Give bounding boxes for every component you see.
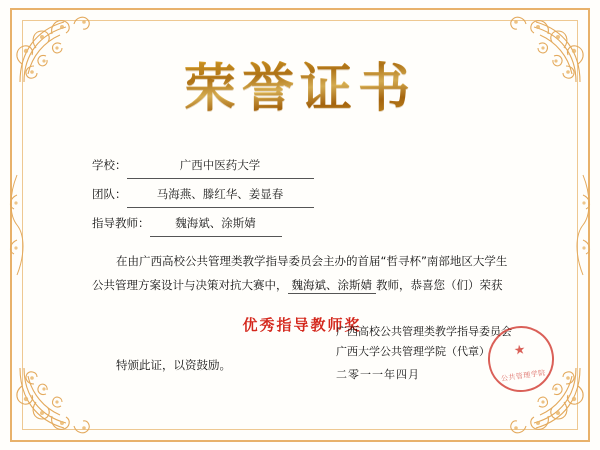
field-advisor-label: 指导教师：	[92, 215, 150, 230]
page-title: 荣誉证书	[184, 46, 416, 121]
paragraph-text-part2: 教师，恭喜您（们）荣获	[376, 277, 503, 292]
field-school-label: 学校：	[92, 158, 127, 172]
certificate-paragraph	[92, 249, 512, 297]
field-school-value: 广西中医药大学	[127, 155, 314, 179]
certificate-title-area	[0, 46, 600, 121]
field-team-value: 马海燕、滕红华、姜显春	[127, 184, 314, 208]
seal-star-icon: ★	[513, 342, 527, 359]
award-name: 优秀指导教师奖	[242, 315, 362, 334]
field-advisor-value: 魏海斌、涂斯婧	[150, 213, 282, 237]
field-team	[92, 184, 512, 208]
signature-date: 二零一一年四月	[336, 367, 420, 381]
closing-statement: 特颁此证，以资鼓励。	[116, 358, 231, 373]
signature-org-school: 广西大学公共管理学院（代章）	[336, 345, 490, 359]
field-advisor	[92, 213, 512, 237]
signature-org-committee: 广西高校公共管理类教学指导委员会	[336, 325, 512, 338]
seal-text: 公共管理学院	[500, 368, 547, 383]
signature-block	[336, 322, 512, 385]
paragraph-teacher-names: 魏海斌、涂斯婧	[288, 278, 377, 294]
field-team-label: 团队：	[92, 186, 127, 201]
paragraph-text-part1: 在由广西高校公共管理类教学指导委员会主办的首届“哲寻杯”南部地区大学生公共管理方案设计与决策对抗大赛中，	[92, 253, 508, 292]
field-school	[92, 155, 512, 179]
